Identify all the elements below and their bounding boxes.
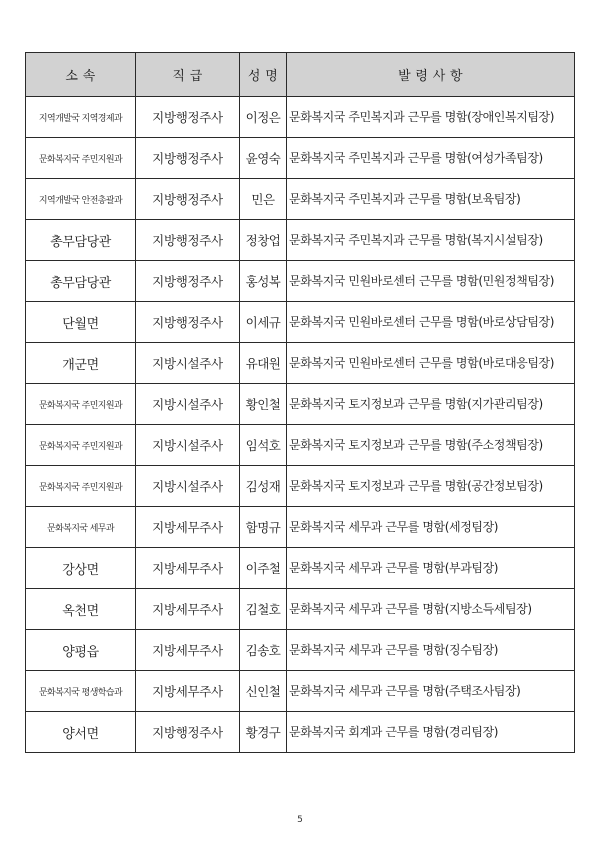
grade-cell: 지방행정주사: [136, 97, 240, 138]
department-cell: 문화복지국 평생학습과: [26, 671, 136, 712]
department-cell: 양서면: [26, 712, 136, 753]
order-cell: 문화복지국 주민복지과 근무를 명함(여성가족팀장): [287, 138, 575, 179]
order-cell: 문화복지국 토지정보과 근무를 명함(공간정보팀장): [287, 466, 575, 507]
header-grade: 직 급: [136, 53, 240, 97]
table-header-row: [26, 53, 575, 97]
grade-cell: 지방시설주사: [136, 384, 240, 425]
grade-cell: 지방세무주사: [136, 507, 240, 548]
table-row: [26, 548, 575, 589]
department-cell: 강상면: [26, 548, 136, 589]
name-cell: 유대원: [240, 343, 287, 384]
table-row: [26, 97, 575, 138]
name-cell: 민은: [240, 179, 287, 220]
name-cell: 정창업: [240, 220, 287, 261]
department-cell: 지역개발국 안전총괄과: [26, 179, 136, 220]
grade-cell: 지방세무주사: [136, 548, 240, 589]
table-row: [26, 384, 575, 425]
grade-cell: 지방시설주사: [136, 466, 240, 507]
department-cell: 지역개발국 지역경제과: [26, 97, 136, 138]
order-cell: 문화복지국 민원바로센터 근무를 명함(민원정책팀장): [287, 261, 575, 302]
department-cell: 문화복지국 주민지원과: [26, 138, 136, 179]
name-cell: 김성재: [240, 466, 287, 507]
department-cell: 문화복지국 주민지원과: [26, 466, 136, 507]
grade-cell: 지방시설주사: [136, 425, 240, 466]
department-cell: 단월면: [26, 302, 136, 343]
table-row: [26, 343, 575, 384]
name-cell: 김송호: [240, 630, 287, 671]
table-row: [26, 466, 575, 507]
grade-cell: 지방행정주사: [136, 220, 240, 261]
order-cell: 문화복지국 세무과 근무를 명함(지방소득세팀장): [287, 589, 575, 630]
order-cell: 문화복지국 민원바로센터 근무를 명함(바로대응팀장): [287, 343, 575, 384]
name-cell: 이정은: [240, 97, 287, 138]
grade-cell: 지방행정주사: [136, 138, 240, 179]
name-cell: 홍성복: [240, 261, 287, 302]
name-cell: 황인철: [240, 384, 287, 425]
name-cell: 이세규: [240, 302, 287, 343]
order-cell: 문화복지국 토지정보과 근무를 명함(지가관리팀장): [287, 384, 575, 425]
header-department: 소 속: [26, 53, 136, 97]
order-cell: 문화복지국 주민복지과 근무를 명함(보육팀장): [287, 179, 575, 220]
header-order: 발 령 사 항: [287, 53, 575, 97]
order-cell: 문화복지국 세무과 근무를 명함(징수팀장): [287, 630, 575, 671]
table-row: [26, 712, 575, 753]
table-row: [26, 138, 575, 179]
department-cell: 총무담당관: [26, 261, 136, 302]
name-cell: 황경구: [240, 712, 287, 753]
table-row: [26, 630, 575, 671]
order-cell: 문화복지국 회계과 근무를 명함(경리팀장): [287, 712, 575, 753]
grade-cell: 지방세무주사: [136, 671, 240, 712]
department-cell: 개군면: [26, 343, 136, 384]
department-cell: 문화복지국 세무과: [26, 507, 136, 548]
order-cell: 문화복지국 주민복지과 근무를 명함(복지시설팀장): [287, 220, 575, 261]
table-row: [26, 671, 575, 712]
order-cell: 문화복지국 주민복지과 근무를 명함(장애인복지팀장): [287, 97, 575, 138]
order-cell: 문화복지국 세무과 근무를 명함(주택조사팀장): [287, 671, 575, 712]
grade-cell: 지방행정주사: [136, 302, 240, 343]
department-cell: 총무담당관: [26, 220, 136, 261]
grade-cell: 지방시설주사: [136, 343, 240, 384]
table-row: [26, 261, 575, 302]
name-cell: 신인철: [240, 671, 287, 712]
order-cell: 문화복지국 세무과 근무를 명함(부과팀장): [287, 548, 575, 589]
order-cell: 문화복지국 민원바로센터 근무를 명함(바로상담팀장): [287, 302, 575, 343]
department-cell: 옥천면: [26, 589, 136, 630]
table-row: [26, 179, 575, 220]
personnel-order-table: [25, 52, 575, 753]
department-cell: 문화복지국 주민지원과: [26, 425, 136, 466]
table-row: [26, 302, 575, 343]
table-row: [26, 589, 575, 630]
name-cell: 윤영숙: [240, 138, 287, 179]
grade-cell: 지방세무주사: [136, 589, 240, 630]
table-row: [26, 220, 575, 261]
grade-cell: 지방행정주사: [136, 261, 240, 302]
order-cell: 문화복지국 세무과 근무를 명함(세정팀장): [287, 507, 575, 548]
name-cell: 이주철: [240, 548, 287, 589]
grade-cell: 지방행정주사: [136, 712, 240, 753]
order-cell: 문화복지국 토지정보과 근무를 명함(주소정책팀장): [287, 425, 575, 466]
name-cell: 김철호: [240, 589, 287, 630]
table-row: [26, 507, 575, 548]
header-name: 성 명: [240, 53, 287, 97]
table-row: [26, 425, 575, 466]
grade-cell: 지방세무주사: [136, 630, 240, 671]
department-cell: 문화복지국 주민지원과: [26, 384, 136, 425]
page-number: 5: [297, 815, 303, 825]
department-cell: 양평읍: [26, 630, 136, 671]
name-cell: 함명규: [240, 507, 287, 548]
grade-cell: 지방행정주사: [136, 179, 240, 220]
name-cell: 임석호: [240, 425, 287, 466]
